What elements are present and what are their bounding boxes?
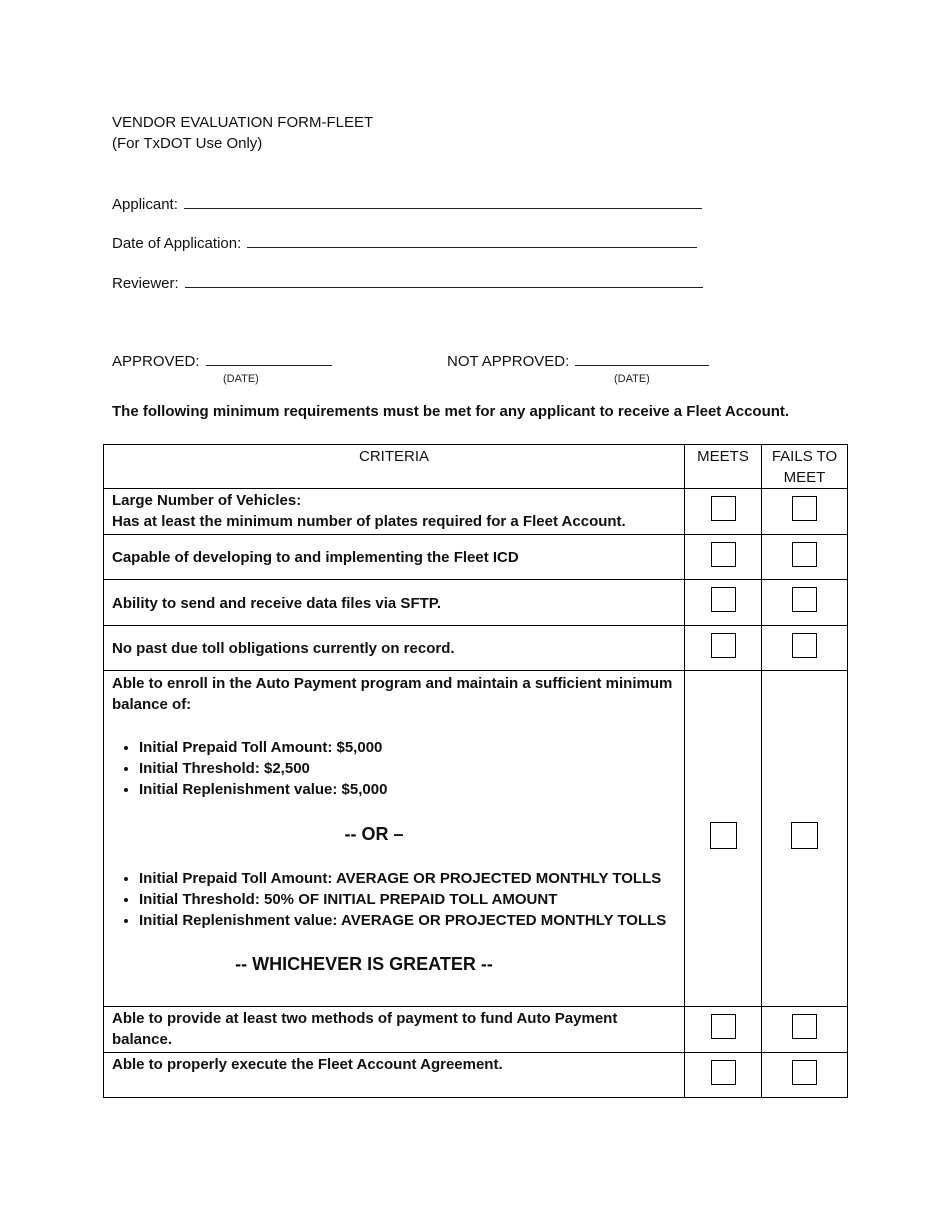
list-item: • Initial Replenishment value: $5,000 [139, 779, 676, 800]
requirement-note: The following minimum requirements must be met for any applicant to receive a Fleet Account. [112, 403, 790, 420]
option-b-list [112, 868, 676, 931]
approved-label: APPROVED: [112, 353, 200, 370]
applicant-line[interactable] [184, 194, 702, 209]
not-approved-date-caption: (DATE) [614, 373, 650, 385]
criteria-cell [104, 1007, 685, 1053]
not-approved-date-line[interactable] [575, 351, 709, 366]
fails-checkbox[interactable] [792, 496, 817, 521]
fails-cell [762, 1007, 848, 1053]
criteria-cell [104, 626, 685, 671]
fails-cell [762, 489, 848, 535]
form-subtitle: (For TxDOT Use Only) [112, 135, 263, 152]
meets-cell [685, 1007, 762, 1053]
criteria-cell [104, 535, 685, 580]
meets-checkbox[interactable] [711, 542, 736, 567]
approved-row [112, 351, 332, 370]
reviewer-line[interactable] [185, 273, 703, 288]
criteria-cell [104, 489, 685, 535]
table-row [104, 580, 848, 626]
criteria-cell [104, 1053, 685, 1098]
form-title [112, 112, 373, 154]
meets-cell [685, 626, 762, 671]
list-item: • Initial Prepaid Toll Amount: AVERAGE OR PROJECTED MONTHLY TOLLS [139, 868, 676, 889]
meets-cell [685, 671, 762, 1007]
reviewer-row [112, 273, 703, 292]
whichever-note: -- WHICHEVER IS GREATER -- [235, 954, 493, 974]
meets-header: MEETS [685, 445, 762, 489]
table-row [104, 1053, 848, 1098]
criteria-title: Ability to send and receive data files via SFTP. [112, 594, 442, 612]
fails-checkbox[interactable] [791, 822, 818, 849]
meets-cell [685, 580, 762, 626]
fails-cell [762, 535, 848, 580]
list-item: • Initial Prepaid Toll Amount: $5,000 [139, 737, 676, 758]
meets-cell [685, 535, 762, 580]
date-of-application-row [112, 233, 697, 252]
not-approved-label: NOT APPROVED: [447, 353, 570, 370]
fails-checkbox[interactable] [792, 633, 817, 658]
criteria-title: No past due toll obligations currently on record. [112, 640, 455, 657]
meets-checkbox[interactable] [711, 633, 736, 658]
date-of-application-label: Date of Application: [112, 235, 242, 252]
not-approved-row [447, 351, 709, 370]
meets-checkbox[interactable] [711, 496, 736, 521]
criteria-detail: Has at least the minimum number of plates required for a Fleet Account. [112, 513, 626, 530]
fails-to-meet-header: FAILS TO MEET [762, 445, 848, 489]
meets-checkbox[interactable] [711, 587, 736, 612]
meets-cell [685, 1053, 762, 1098]
meets-checkbox[interactable] [711, 1014, 736, 1039]
fails-checkbox[interactable] [792, 1060, 817, 1085]
table-header-row [104, 445, 848, 489]
fails-cell [762, 580, 848, 626]
criteria-title: Capable of developing to and implementing the Fleet ICD [112, 549, 519, 566]
option-a-list [112, 737, 676, 800]
table-row [104, 489, 848, 535]
table-row [104, 535, 848, 580]
criteria-table [103, 444, 848, 1098]
fails-cell [762, 626, 848, 671]
list-item: • Initial Threshold: 50% OF INITIAL PREPAID TOLL AMOUNT [139, 889, 676, 910]
table-row [104, 1007, 848, 1053]
criteria-title: Able to properly execute the Fleet Account Agreement. [112, 1056, 503, 1073]
fails-cell [762, 671, 848, 1007]
meets-cell [685, 489, 762, 535]
table-row [104, 671, 848, 1007]
fails-cell [762, 1053, 848, 1098]
fails-checkbox[interactable] [792, 587, 817, 612]
fails-checkbox[interactable] [792, 542, 817, 567]
criteria-cell [104, 671, 685, 1007]
auto-payment-intro: Able to enroll in the Auto Payment program and maintain a sufficient minimum balance of: [112, 675, 673, 713]
list-item: • Initial Replenishment value: AVERAGE OR PROJECTED MONTHLY TOLLS [139, 910, 676, 931]
or-divider: -- OR – [344, 824, 404, 844]
form-title-text: VENDOR EVALUATION FORM-FLEET [112, 114, 374, 131]
reviewer-label: Reviewer: [112, 275, 179, 292]
list-item: • Initial Threshold: $2,500 [139, 758, 676, 779]
approved-date-line[interactable] [206, 351, 332, 366]
approved-date-caption: (DATE) [223, 373, 259, 385]
applicant-label: Applicant: [112, 196, 178, 213]
criteria-title: Able to provide at least two methods of payment to fund Auto Payment balance. [112, 1010, 618, 1048]
date-of-application-line[interactable] [247, 233, 697, 248]
meets-checkbox[interactable] [710, 822, 737, 849]
criteria-header: CRITERIA [104, 445, 685, 489]
criteria-title: Large Number of Vehicles: [112, 492, 302, 509]
meets-checkbox[interactable] [711, 1060, 736, 1085]
criteria-cell [104, 580, 685, 626]
applicant-row [112, 194, 702, 213]
fails-checkbox[interactable] [792, 1014, 817, 1039]
table-row [104, 626, 848, 671]
